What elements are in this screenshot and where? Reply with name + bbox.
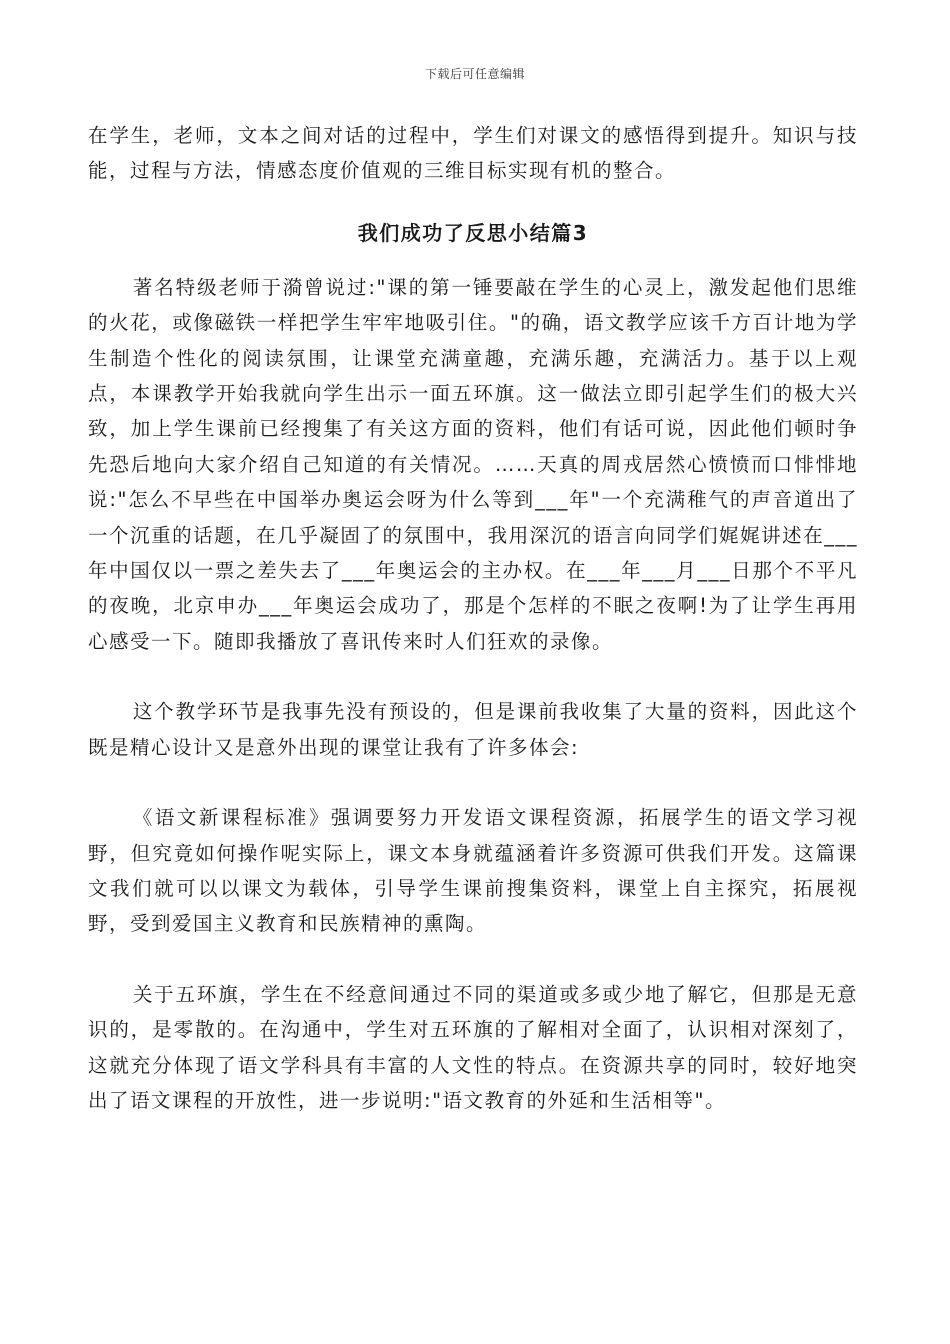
paragraph-4: 关于五环旗，学生在不经意间通过不同的渠道或多或少地了解它，但那是无意识的，是零散的。在沟通中，学生对五环旗的了解相对全面了，认识相对深刻了，这就充分体现了语文学科具有丰富的人文性的特点。在资源共享的同时，较好地突出了语文课程的开放性，进一步说明:"语文教育的外延和生活相等"。: [88, 982, 858, 1112]
paragraph-1: 著名特级老师于漪曾说过:"课的第一锤要敲在学生的心灵上，激发起他们思维的火花，或像磁铁一样把学生牢牢地吸引住。"的确，语文教学应该千方百计地为学生制造个性化的阅读氛围，让课堂充满童趣，充满乐趣，充满活力。基于以上观点，本课教学开始我就向学生出示一面五环旗。这一做法立即引起学生们的极大兴致，加上学生课前已经搜集了有关这方面的资料，他们有话可说，因此他们顿时争先恐后地向大家介绍自己知道的有关情况。……天真的周戎居然心愤愤而口悱悱地说:"怎么不早些在中国举办奥运会呀为什么等到___年"一个充满稚气的声音道出了一个沉重的话题，在几乎凝固了的氛围中，我用深沉的语言向同学们娓娓讲述在___年中国仅以一票之差失去了___年奥运会的主办权。在___年___月___日那个不平凡的夜晚，北京申办___年奥运会成功了，那是个怎样的不眠之夜啊!为了让学生再用心感受一下。随即我播放了喜讯传来时人们狂欢的录像。: [88, 275, 858, 653]
paragraph-3: 《语文新课程标准》强调要努力开发语文课程资源，拓展学生的语文学习视野，但究竟如何操作呢实际上，课文本身就蕴涵着许多资源可供我们开发。这篇课文我们就可以以课文为载体，引导学生课前搜集资料，课堂上自主探究，拓展视野，受到爱国主义教育和民族精神的熏陶。: [88, 806, 858, 936]
section-title: 我们成功了反思小结篇3: [357, 220, 589, 245]
intro-paragraph: 在学生，老师，文本之间对话的过程中，学生们对课文的感悟得到提升。知识与技能，过程与方法，情感态度价值观的三维目标实现有机的整合。: [88, 124, 858, 183]
page-header-note: 下载后可任意编辑: [424, 67, 525, 81]
document-body: [88, 118, 858, 1118]
paragraph-2: 这个教学环节是我事先没有预设的，但是课前我收集了大量的资料，因此这个既是精心设计又是意外出现的课堂让我有了许多体会:: [88, 700, 858, 759]
